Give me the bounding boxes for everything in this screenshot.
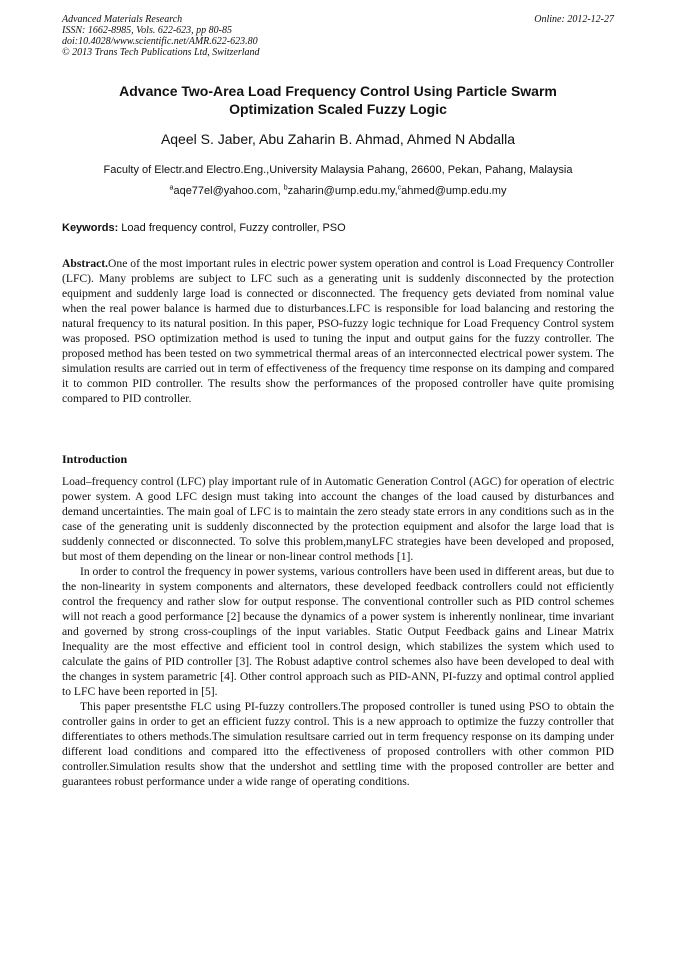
email-b-marker: b [283, 184, 288, 192]
keywords-label: Keywords: [62, 222, 119, 234]
abstract [62, 256, 614, 406]
intro-paragraph-3: This paper presentsthe FLC using PI-fuzzy controllers.The proposed controller is tuned using PSO to obtain the controller gains in order to get an efficient fuzzy control. This is a new approach to optimize the fuzzy controller that differentiates to others methods.The simulation resultsare carried out in term frequency response on its damping under different load conditions and compared itto the effectiveness of proposed controllers with other common PID controller.Simulation results show that the undershot and settling time with the proposed controller are better and guarantees robust performance under a wide range of operating conditions. [62, 700, 614, 788]
journal-name: Advanced Materials Research [62, 14, 183, 25]
keywords-text: Load frequency control, Fuzzy controller, PSO [118, 222, 346, 234]
doi-line: doi:10.4028/www.scientific.net/AMR.622-623.80 [62, 36, 258, 47]
email-c: ahmed@ump.edu.my [401, 185, 507, 197]
abstract-text: One of the most important rules in electric power system operation and control is Load Frequency Controller (LFC). Many problems are subject to LFC such as a generating unit is suddenly disconnected by the protection equipment and suddenly large load is connected or disconnected. The frequency gets deviated from nominal value when the real power balance is harmed due to disturbances.LFC is responsible for load balancing and restoring the natural frequency to its natural position. In this paper, PSO-fuzzy logic technique for Load Frequency Control system was proposed. PSO optimization method is used to tuning the input and output gains for the fuzzy controller. The proposed method has been tested on two symmetrical thermal areas of an interconnected electrical power system. The simulation results are carried out in term of effectiveness of the frequency time response on its damping and compared it to common PID controller. The results show the performances of the proposed controller have quite promising compared to PID controller. [62, 257, 614, 405]
email-list [62, 184, 614, 198]
abstract-label: Abstract. [62, 257, 109, 270]
title-line-1: Advance Two-Area Load Frequency Control Using Particle Swarm [119, 83, 557, 99]
copyright-line: © 2013 Trans Tech Publications Ltd, Switzerland [62, 47, 260, 58]
email-a-marker: a [169, 184, 174, 192]
email-b: zaharin@ump.edu.my, [287, 185, 398, 197]
affiliation: Faculty of Electr.and Electro.Eng.,University Malaysia Pahang, 26600, Pekan, Pahang, Malaysia [103, 164, 573, 176]
author-list: Aqeel S. Jaber, Abu Zaharin B. Ahmad, Ahmed N Abdalla [160, 131, 516, 147]
intro-paragraph-2: In order to control the frequency in power systems, various controllers have been used in different areas, but due to the non-linearity in system components and alternators, these developed feedback controllers could not efficiently control the frequency and rather slow for output response. The conventional controller such as PID control schemes will not reach a good performance [2] because the dynamics of a power system is inherently nonlinear, time invariant and governed by strong cross-couplings of the input variables. Static Output Feedback gains and Linear Matrix Inequality are the most effective and efficient tool in control design, which stabilizes the system which used to calculate the gains of PID controller [3]. The Robust adaptive control schemes also have been developed to deal with the changes in system parametric [4]. Other control approach such as PID-ANN, PI-fuzzy and optimal control applied to LFC have been reported in [5]. [62, 565, 614, 698]
email-a: aqe77el@yahoo.com, [173, 185, 284, 197]
title-line-2: Optimization Scaled Fuzzy Logic [229, 101, 447, 117]
introduction-heading: Introduction [62, 452, 128, 466]
issn-line: ISSN: 1662-8985, Vols. 622-623, pp 80-85 [62, 25, 232, 36]
email-c-marker: c [397, 184, 402, 192]
publication-header [62, 14, 614, 58]
introduction-body [62, 474, 614, 789]
paper-title [62, 82, 614, 118]
keywords [62, 221, 614, 235]
intro-paragraph-1: Load–frequency control (LFC) play important rule of in Automatic Generation Control (AGC) for operation of electric power system. A good LFC design must taking into account the changes of the load caused by disturbances and demand uncertainties. The main goal of LFC is to maintain the zero steady state errors in any conditions such as in the case of the generating unit is suddenly disconnected by the protection equipment and alsofor the large load that is suddenly connected or disconnected. To solve this problem,manyLFC strategies have been developed and proposed, but most of them depending on the linear or non-linear control methods [1]. [62, 475, 614, 563]
online-date: Online: 2012-12-27 [534, 14, 614, 25]
